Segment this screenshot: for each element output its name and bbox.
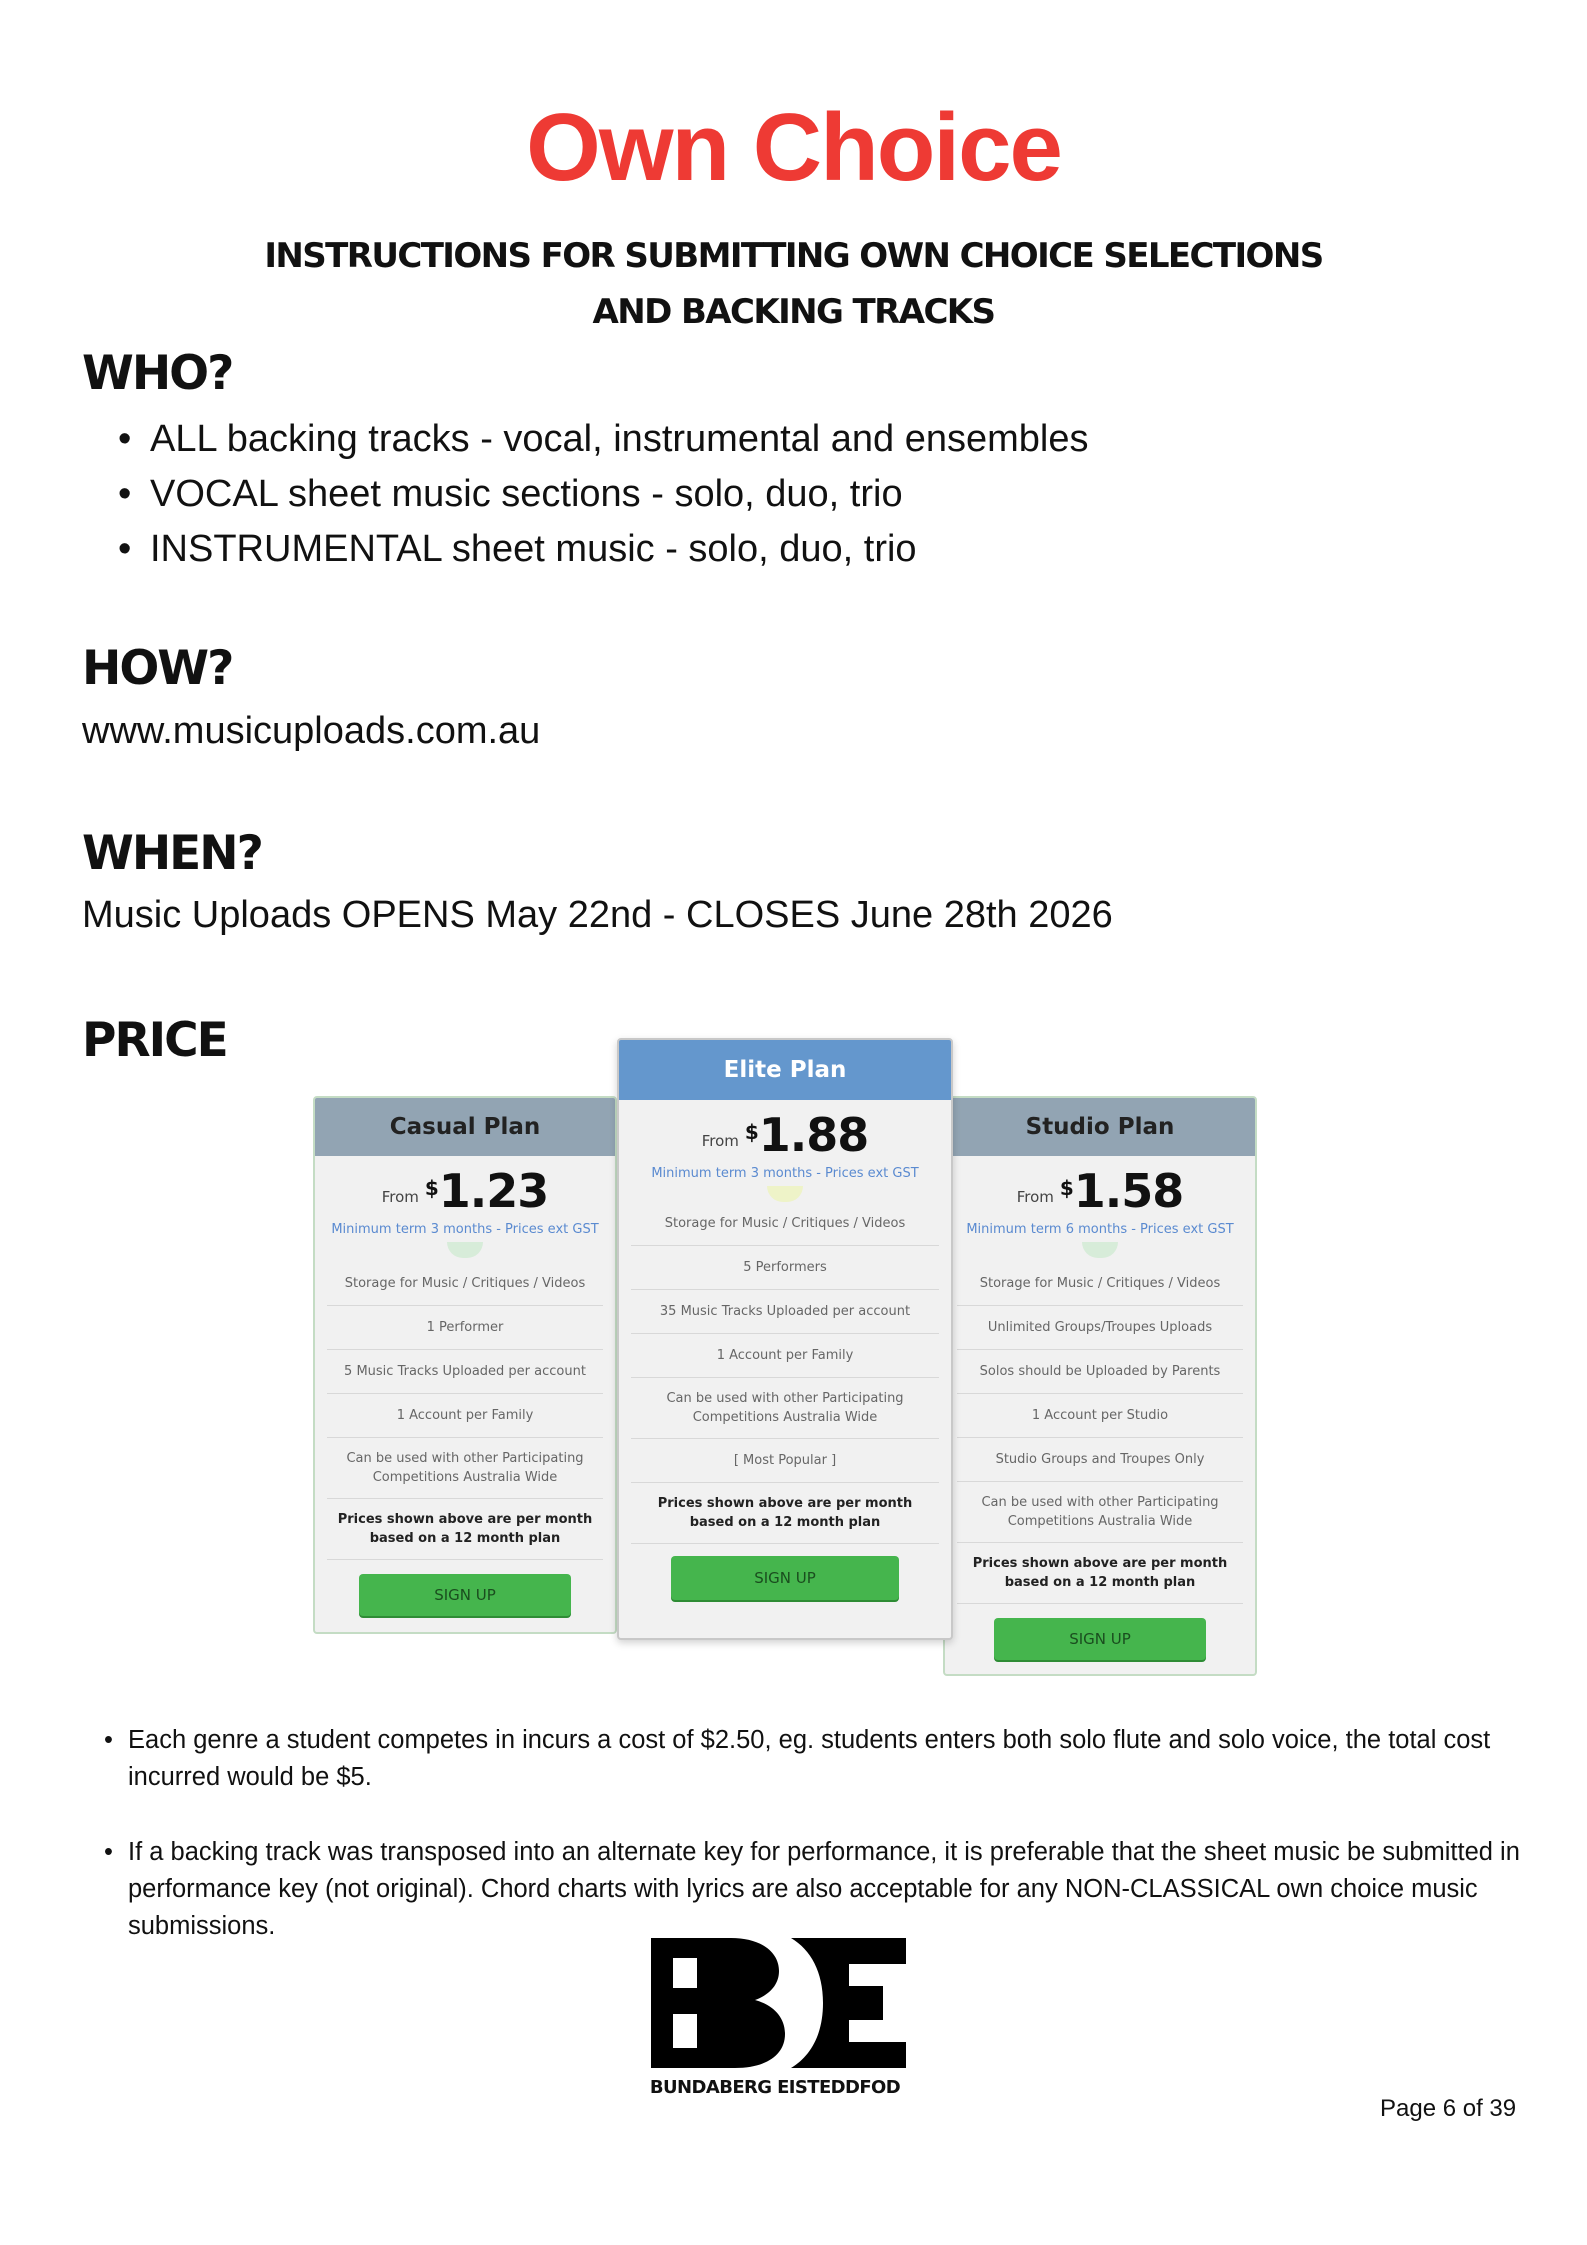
plan-feature: Storage for Music / Critiques / Videos	[957, 1262, 1243, 1306]
who-heading: WHO?	[82, 346, 233, 401]
how-heading: HOW?	[82, 641, 233, 696]
page-title: Own Choice	[526, 94, 1061, 201]
who-item: • VOCAL sheet music sections - solo, duo, trio	[118, 467, 1089, 522]
price-knob-decoration	[1082, 1242, 1118, 1258]
plan-feature: Studio Groups and Troupes Only	[957, 1438, 1243, 1482]
casual-plan-card	[313, 1096, 617, 1634]
elite-plan-card	[617, 1038, 953, 1640]
elite-plan-price	[619, 1100, 951, 1192]
plan-feature: 5 Music Tracks Uploaded per account	[327, 1350, 603, 1394]
plan-feature: Prices shown above are per month based on a 12 month plan	[957, 1543, 1243, 1604]
plan-feature: Can be used with other Participating Competitions Australia Wide	[631, 1378, 939, 1439]
plan-feature: 1 Account per Studio	[957, 1394, 1243, 1438]
price-amount: 1.23	[438, 1164, 549, 1218]
price-term: Minimum term 3 months - Prices ext GST	[331, 1222, 599, 1237]
price-from-label: From	[1016, 1188, 1054, 1206]
price-heading: PRICE	[82, 1013, 227, 1068]
page-number: Page 6 of 39	[1380, 2095, 1517, 2122]
casual-plan-name: Casual Plan	[315, 1098, 615, 1156]
plan-feature: Can be used with other Participating Competitions Australia Wide	[327, 1438, 603, 1499]
price-knob-decoration	[447, 1242, 483, 1258]
plan-feature: 5 Performers	[631, 1246, 939, 1290]
page-subtitle	[0, 228, 1587, 340]
plan-feature: Prices shown above are per month based on a 12 month plan	[631, 1483, 939, 1544]
plan-feature: 1 Performer	[327, 1306, 603, 1350]
plan-feature: Prices shown above are per month based on a 12 month plan	[327, 1499, 603, 1560]
plan-feature: 35 Music Tracks Uploaded per account	[631, 1290, 939, 1334]
price-from-label: From	[701, 1132, 739, 1150]
plan-feature: Unlimited Groups/Troupes Uploads	[957, 1306, 1243, 1350]
who-item: • ALL backing tracks - vocal, instrumental and ensembles	[118, 412, 1089, 467]
price-currency: $	[744, 1120, 759, 1144]
plan-feature: Can be used with other Participating Competitions Australia Wide	[957, 1482, 1243, 1543]
plan-feature: [ Most Popular ]	[631, 1439, 939, 1483]
price-currency: $	[1059, 1176, 1074, 1200]
plan-feature: 1 Account per Family	[327, 1394, 603, 1438]
subtitle-line-1: INSTRUCTIONS FOR SUBMITTING OWN CHOICE SELECTIONS	[264, 236, 1323, 276]
studio-plan-name: Studio Plan	[945, 1098, 1255, 1156]
plan-feature: Solos should be Uploaded by Parents	[957, 1350, 1243, 1394]
note-item: • Each genre a student competes in incurs a cost of $2.50, eg. students enters both solo flute and solo voice, the total cost incurred would be $5.	[104, 1722, 1524, 1796]
how-url: www.musicuploads.com.au	[82, 710, 541, 752]
elite-plan-features	[619, 1202, 951, 1544]
casual-plan-features	[315, 1262, 615, 1560]
casual-signup-button[interactable]: SIGN UP	[359, 1574, 571, 1616]
price-term: Minimum term 6 months - Prices ext GST	[966, 1222, 1234, 1237]
studio-signup-button[interactable]: SIGN UP	[994, 1618, 1206, 1660]
casual-plan-price	[315, 1156, 615, 1248]
price-knob-decoration	[767, 1186, 803, 1202]
elite-signup-button[interactable]: SIGN UP	[671, 1556, 899, 1600]
plan-feature: Storage for Music / Critiques / Videos	[631, 1202, 939, 1246]
note-item: • If a backing track was transposed into an alternate key for performance, it is preferable that the sheet music be submitted in performance key (not original). Chord charts with lyrics are also acceptable for any NON-CLASSICAL own choice music submissions.	[104, 1834, 1524, 1945]
logo-caption: BUNDABERG EISTEDDFOD	[649, 2077, 901, 2098]
who-list	[118, 412, 1089, 577]
studio-plan-price	[945, 1156, 1255, 1248]
who-item: • INSTRUMENTAL sheet music - solo, duo, trio	[118, 522, 1089, 577]
price-amount: 1.88	[758, 1108, 869, 1162]
studio-plan-features	[945, 1262, 1255, 1604]
plan-feature: Storage for Music / Critiques / Videos	[327, 1262, 603, 1306]
elite-plan-name: Elite Plan	[619, 1040, 951, 1100]
price-from-label: From	[381, 1188, 419, 1206]
when-heading: WHEN?	[82, 826, 262, 881]
studio-plan-card	[943, 1096, 1257, 1676]
plan-feature: 1 Account per Family	[631, 1334, 939, 1378]
bundaberg-eisteddfod-logo	[651, 1938, 911, 2068]
pricing-notes	[104, 1722, 1524, 1945]
when-dates: Music Uploads OPENS May 22nd - CLOSES June 28th 2026	[82, 894, 1113, 936]
subtitle-line-2: AND BACKING TRACKS	[592, 292, 995, 332]
price-currency: $	[424, 1176, 439, 1200]
price-amount: 1.58	[1073, 1164, 1184, 1218]
price-term: Minimum term 3 months - Prices ext GST	[651, 1166, 919, 1181]
